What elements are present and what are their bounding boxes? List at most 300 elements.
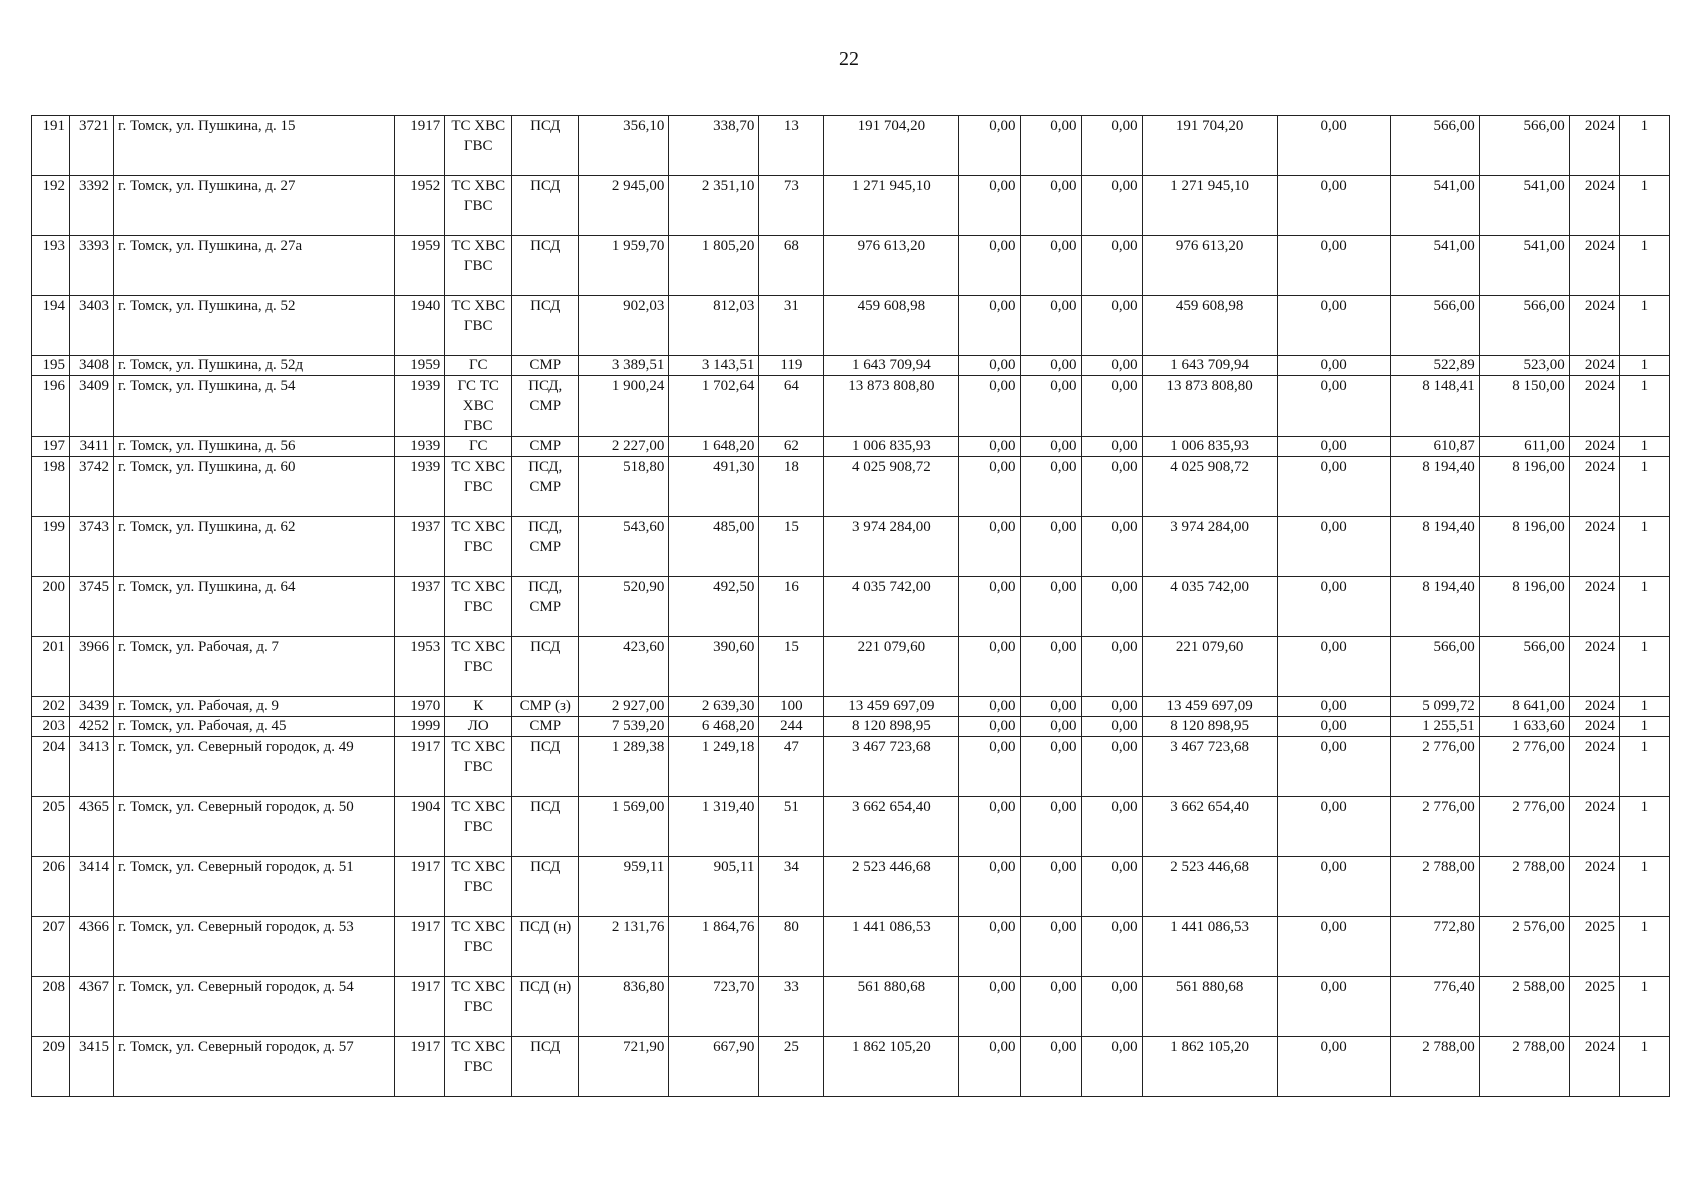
fund-cell: 0,00 [959,717,1020,737]
table-row [32,797,1670,857]
systems-cell: ТС ХВС ГВС [445,236,512,296]
build-year-cell: 1917 [395,917,445,977]
area-total-cell: 902,03 [579,296,669,356]
area-living-cell: 1 864,76 [669,917,759,977]
build-year-cell: 1917 [395,737,445,797]
owners-funds-cell: 191 704,20 [1142,116,1277,176]
other-funds-cell: 0,00 [1277,356,1390,376]
row-number-cell: 199 [32,517,70,577]
stage-cell: 1 [1619,717,1669,737]
fund-cell: 0,00 [959,236,1020,296]
other-funds-cell: 0,00 [1277,737,1390,797]
unit-cost-cell: 8 148,41 [1390,376,1479,437]
address-cell: г. Томск, ул. Рабочая, д. 9 [114,697,395,717]
table-row [32,977,1670,1037]
budget-region-cell: 0,00 [1020,296,1081,356]
house-code-cell: 3409 [70,376,114,437]
house-code-cell: 3439 [70,697,114,717]
work-type-cell: ПСД [512,857,579,917]
budget-region-cell: 0,00 [1020,717,1081,737]
work-type-cell: СМР [512,356,579,376]
table-row [32,376,1670,437]
build-year-cell: 1999 [395,717,445,737]
build-year-cell: 1917 [395,977,445,1037]
fund-cell: 0,00 [959,797,1020,857]
house-code-cell: 3742 [70,457,114,517]
address-cell: г. Томск, ул. Пушкина, д. 15 [114,116,395,176]
address-cell: г. Томск, ул. Пушкина, д. 27а [114,236,395,296]
plan-year-cell: 2024 [1569,857,1619,917]
work-type-cell: ПСД [512,296,579,356]
area-living-cell: 812,03 [669,296,759,356]
work-type-cell: ПСД, СМР [512,517,579,577]
residents-cell: 31 [759,296,824,356]
unit-cost-cell: 776,40 [1390,977,1479,1037]
owners-funds-cell: 1 862 105,20 [1142,1037,1277,1097]
table-row [32,717,1670,737]
area-living-cell: 1 249,18 [669,737,759,797]
unit-cost-cell: 566,00 [1390,116,1479,176]
budget-local-cell: 0,00 [1081,637,1142,697]
work-type-cell: ПСД (н) [512,977,579,1037]
other-funds-cell: 0,00 [1277,717,1390,737]
table-row [32,176,1670,236]
other-funds-cell: 0,00 [1277,977,1390,1037]
residents-cell: 64 [759,376,824,437]
budget-region-cell: 0,00 [1020,376,1081,437]
cost-total-cell: 3 467 723,68 [824,737,959,797]
budget-local-cell: 0,00 [1081,457,1142,517]
unit-limit-cell: 2 788,00 [1479,857,1569,917]
systems-cell: ТС ХВС ГВС [445,857,512,917]
plan-year-cell: 2024 [1569,176,1619,236]
area-total-cell: 721,90 [579,1037,669,1097]
systems-cell: ТС ХВС ГВС [445,296,512,356]
plan-year-cell: 2024 [1569,577,1619,637]
plan-year-cell: 2024 [1569,296,1619,356]
stage-cell: 1 [1619,697,1669,717]
residents-cell: 80 [759,917,824,977]
plan-year-cell: 2024 [1569,517,1619,577]
fund-cell: 0,00 [959,577,1020,637]
row-number-cell: 206 [32,857,70,917]
unit-limit-cell: 611,00 [1479,437,1569,457]
unit-limit-cell: 541,00 [1479,236,1569,296]
systems-cell: ТС ХВС ГВС [445,116,512,176]
house-code-cell: 3411 [70,437,114,457]
residents-cell: 15 [759,637,824,697]
work-type-cell: ПСД [512,176,579,236]
work-type-cell: ПСД, СМР [512,577,579,637]
row-number-cell: 197 [32,437,70,457]
stage-cell: 1 [1619,797,1669,857]
fund-cell: 0,00 [959,917,1020,977]
fund-cell: 0,00 [959,857,1020,917]
systems-cell: ТС ХВС ГВС [445,577,512,637]
fund-cell: 0,00 [959,356,1020,376]
house-code-cell: 4367 [70,977,114,1037]
budget-local-cell: 0,00 [1081,356,1142,376]
unit-limit-cell: 8 150,00 [1479,376,1569,437]
owners-funds-cell: 1 441 086,53 [1142,917,1277,977]
address-cell: г. Томск, ул. Северный городок, д. 54 [114,977,395,1037]
budget-region-cell: 0,00 [1020,637,1081,697]
stage-cell: 1 [1619,577,1669,637]
stage-cell: 1 [1619,917,1669,977]
area-total-cell: 959,11 [579,857,669,917]
owners-funds-cell: 13 873 808,80 [1142,376,1277,437]
house-code-cell: 3415 [70,1037,114,1097]
other-funds-cell: 0,00 [1277,517,1390,577]
unit-cost-cell: 8 194,40 [1390,517,1479,577]
area-total-cell: 520,90 [579,577,669,637]
address-cell: г. Томск, ул. Северный городок, д. 50 [114,797,395,857]
build-year-cell: 1970 [395,697,445,717]
owners-funds-cell: 1 643 709,94 [1142,356,1277,376]
budget-local-cell: 0,00 [1081,917,1142,977]
table-row [32,637,1670,697]
owners-funds-cell: 13 459 697,09 [1142,697,1277,717]
row-number-cell: 193 [32,236,70,296]
cost-total-cell: 1 271 945,10 [824,176,959,236]
work-type-cell: ПСД, СМР [512,457,579,517]
area-living-cell: 723,70 [669,977,759,1037]
unit-cost-cell: 772,80 [1390,917,1479,977]
row-number-cell: 207 [32,917,70,977]
stage-cell: 1 [1619,1037,1669,1097]
plan-year-cell: 2025 [1569,977,1619,1037]
owners-funds-cell: 8 120 898,95 [1142,717,1277,737]
budget-local-cell: 0,00 [1081,116,1142,176]
other-funds-cell: 0,00 [1277,457,1390,517]
cost-total-cell: 459 608,98 [824,296,959,356]
unit-limit-cell: 566,00 [1479,296,1569,356]
house-code-cell: 3393 [70,236,114,296]
other-funds-cell: 0,00 [1277,376,1390,437]
unit-cost-cell: 2 776,00 [1390,737,1479,797]
fund-cell: 0,00 [959,176,1020,236]
unit-cost-cell: 541,00 [1390,236,1479,296]
cost-total-cell: 13 873 808,80 [824,376,959,437]
table-row [32,437,1670,457]
systems-cell: ТС ХВС ГВС [445,797,512,857]
work-type-cell: ПСД [512,797,579,857]
address-cell: г. Томск, ул. Пушкина, д. 64 [114,577,395,637]
owners-funds-cell: 3 467 723,68 [1142,737,1277,797]
area-living-cell: 492,50 [669,577,759,637]
budget-region-cell: 0,00 [1020,977,1081,1037]
area-total-cell: 543,60 [579,517,669,577]
fund-cell: 0,00 [959,737,1020,797]
area-total-cell: 1 900,24 [579,376,669,437]
owners-funds-cell: 976 613,20 [1142,236,1277,296]
row-number-cell: 202 [32,697,70,717]
unit-limit-cell: 8 641,00 [1479,697,1569,717]
unit-cost-cell: 8 194,40 [1390,577,1479,637]
systems-cell: ТС ХВС ГВС [445,637,512,697]
table-row [32,116,1670,176]
table-row [32,857,1670,917]
row-number-cell: 200 [32,577,70,637]
unit-cost-cell: 610,87 [1390,437,1479,457]
area-living-cell: 6 468,20 [669,717,759,737]
unit-limit-cell: 523,00 [1479,356,1569,376]
budget-region-cell: 0,00 [1020,917,1081,977]
address-cell: г. Томск, ул. Пушкина, д. 56 [114,437,395,457]
other-funds-cell: 0,00 [1277,577,1390,637]
plan-year-cell: 2024 [1569,697,1619,717]
residents-cell: 25 [759,1037,824,1097]
cost-total-cell: 3 974 284,00 [824,517,959,577]
fund-cell: 0,00 [959,116,1020,176]
stage-cell: 1 [1619,517,1669,577]
budget-local-cell: 0,00 [1081,296,1142,356]
cost-total-cell: 8 120 898,95 [824,717,959,737]
systems-cell: ТС ХВС ГВС [445,517,512,577]
stage-cell: 1 [1619,737,1669,797]
stage-cell: 1 [1619,437,1669,457]
budget-local-cell: 0,00 [1081,517,1142,577]
row-number-cell: 192 [32,176,70,236]
work-type-cell: ПСД [512,637,579,697]
cost-total-cell: 2 523 446,68 [824,857,959,917]
cost-total-cell: 561 880,68 [824,977,959,1037]
table-row [32,457,1670,517]
cost-total-cell: 1 006 835,93 [824,437,959,457]
repair-program-table [31,115,1670,1097]
residents-cell: 47 [759,737,824,797]
budget-region-cell: 0,00 [1020,737,1081,797]
unit-cost-cell: 2 788,00 [1390,857,1479,917]
area-total-cell: 518,80 [579,457,669,517]
work-type-cell: ПСД [512,116,579,176]
stage-cell: 1 [1619,457,1669,517]
row-number-cell: 208 [32,977,70,1037]
build-year-cell: 1937 [395,577,445,637]
address-cell: г. Томск, ул. Рабочая, д. 45 [114,717,395,737]
stage-cell: 1 [1619,236,1669,296]
residents-cell: 16 [759,577,824,637]
table-row [32,917,1670,977]
budget-local-cell: 0,00 [1081,577,1142,637]
budget-region-cell: 0,00 [1020,797,1081,857]
unit-limit-cell: 2 788,00 [1479,1037,1569,1097]
cost-total-cell: 4 035 742,00 [824,577,959,637]
area-total-cell: 1 569,00 [579,797,669,857]
plan-year-cell: 2024 [1569,717,1619,737]
budget-local-cell: 0,00 [1081,857,1142,917]
table-row [32,356,1670,376]
residents-cell: 13 [759,116,824,176]
table-row [32,737,1670,797]
systems-cell: ЛО [445,717,512,737]
budget-region-cell: 0,00 [1020,176,1081,236]
address-cell: г. Томск, ул. Пушкина, д. 52 [114,296,395,356]
fund-cell: 0,00 [959,697,1020,717]
build-year-cell: 1939 [395,457,445,517]
other-funds-cell: 0,00 [1277,857,1390,917]
house-code-cell: 4366 [70,917,114,977]
address-cell: г. Томск, ул. Пушкина, д. 54 [114,376,395,437]
plan-year-cell: 2024 [1569,437,1619,457]
systems-cell: ГС ТС ХВС ГВС [445,376,512,437]
area-total-cell: 1 289,38 [579,737,669,797]
fund-cell: 0,00 [959,1037,1020,1097]
other-funds-cell: 0,00 [1277,236,1390,296]
other-funds-cell: 0,00 [1277,437,1390,457]
cost-total-cell: 191 704,20 [824,116,959,176]
stage-cell: 1 [1619,376,1669,437]
area-total-cell: 2 227,00 [579,437,669,457]
owners-funds-cell: 221 079,60 [1142,637,1277,697]
work-type-cell: ПСД [512,236,579,296]
budget-region-cell: 0,00 [1020,457,1081,517]
other-funds-cell: 0,00 [1277,296,1390,356]
unit-limit-cell: 2 576,00 [1479,917,1569,977]
owners-funds-cell: 459 608,98 [1142,296,1277,356]
cost-total-cell: 221 079,60 [824,637,959,697]
house-code-cell: 4365 [70,797,114,857]
cost-total-cell: 13 459 697,09 [824,697,959,717]
plan-year-cell: 2024 [1569,737,1619,797]
other-funds-cell: 0,00 [1277,1037,1390,1097]
budget-region-cell: 0,00 [1020,517,1081,577]
work-type-cell: ПСД [512,737,579,797]
residents-cell: 68 [759,236,824,296]
fund-cell: 0,00 [959,517,1020,577]
budget-region-cell: 0,00 [1020,116,1081,176]
plan-year-cell: 2025 [1569,917,1619,977]
budget-region-cell: 0,00 [1020,356,1081,376]
row-number-cell: 209 [32,1037,70,1097]
build-year-cell: 1937 [395,517,445,577]
plan-year-cell: 2024 [1569,356,1619,376]
area-living-cell: 485,00 [669,517,759,577]
table-body [32,116,1670,1097]
other-funds-cell: 0,00 [1277,797,1390,857]
house-code-cell: 3743 [70,517,114,577]
table-row [32,577,1670,637]
budget-local-cell: 0,00 [1081,697,1142,717]
unit-cost-cell: 5 099,72 [1390,697,1479,717]
fund-cell: 0,00 [959,437,1020,457]
table-row [32,697,1670,717]
fund-cell: 0,00 [959,637,1020,697]
area-total-cell: 3 389,51 [579,356,669,376]
house-code-cell: 3403 [70,296,114,356]
budget-region-cell: 0,00 [1020,1037,1081,1097]
unit-cost-cell: 522,89 [1390,356,1479,376]
area-total-cell: 2 945,00 [579,176,669,236]
residents-cell: 18 [759,457,824,517]
build-year-cell: 1917 [395,857,445,917]
house-code-cell: 3966 [70,637,114,697]
unit-limit-cell: 8 196,00 [1479,577,1569,637]
work-type-cell: ПСД (н) [512,917,579,977]
area-total-cell: 356,10 [579,116,669,176]
fund-cell: 0,00 [959,376,1020,437]
cost-total-cell: 1 862 105,20 [824,1037,959,1097]
area-total-cell: 2 927,00 [579,697,669,717]
area-living-cell: 1 702,64 [669,376,759,437]
systems-cell: ТС ХВС ГВС [445,737,512,797]
area-living-cell: 2 351,10 [669,176,759,236]
address-cell: г. Томск, ул. Пушкина, д. 62 [114,517,395,577]
other-funds-cell: 0,00 [1277,917,1390,977]
unit-limit-cell: 2 776,00 [1479,737,1569,797]
unit-limit-cell: 2 588,00 [1479,977,1569,1037]
stage-cell: 1 [1619,116,1669,176]
plan-year-cell: 2024 [1569,1037,1619,1097]
plan-year-cell: 2024 [1569,457,1619,517]
stage-cell: 1 [1619,637,1669,697]
area-total-cell: 1 959,70 [579,236,669,296]
residents-cell: 119 [759,356,824,376]
owners-funds-cell: 3 974 284,00 [1142,517,1277,577]
row-number-cell: 198 [32,457,70,517]
area-living-cell: 338,70 [669,116,759,176]
address-cell: г. Томск, ул. Пушкина, д. 27 [114,176,395,236]
row-number-cell: 194 [32,296,70,356]
house-code-cell: 3721 [70,116,114,176]
table-row [32,517,1670,577]
residents-cell: 15 [759,517,824,577]
address-cell: г. Томск, ул. Рабочая, д. 7 [114,637,395,697]
work-type-cell: СМР (з) [512,697,579,717]
stage-cell: 1 [1619,296,1669,356]
house-code-cell: 3413 [70,737,114,797]
build-year-cell: 1917 [395,116,445,176]
build-year-cell: 1939 [395,376,445,437]
systems-cell: ТС ХВС ГВС [445,977,512,1037]
row-number-cell: 204 [32,737,70,797]
residents-cell: 33 [759,977,824,1037]
budget-region-cell: 0,00 [1020,437,1081,457]
residents-cell: 34 [759,857,824,917]
budget-region-cell: 0,00 [1020,236,1081,296]
stage-cell: 1 [1619,176,1669,236]
residents-cell: 51 [759,797,824,857]
area-total-cell: 7 539,20 [579,717,669,737]
work-type-cell: ПСД, СМР [512,376,579,437]
budget-region-cell: 0,00 [1020,697,1081,717]
unit-limit-cell: 566,00 [1479,637,1569,697]
work-type-cell: СМР [512,717,579,737]
unit-cost-cell: 2 788,00 [1390,1037,1479,1097]
address-cell: г. Томск, ул. Северный городок, д. 53 [114,917,395,977]
area-living-cell: 491,30 [669,457,759,517]
area-living-cell: 1 319,40 [669,797,759,857]
area-living-cell: 1 648,20 [669,437,759,457]
systems-cell: ТС ХВС ГВС [445,917,512,977]
cost-total-cell: 4 025 908,72 [824,457,959,517]
owners-funds-cell: 1 271 945,10 [1142,176,1277,236]
owners-funds-cell: 4 025 908,72 [1142,457,1277,517]
table-row [32,236,1670,296]
row-number-cell: 191 [32,116,70,176]
address-cell: г. Томск, ул. Северный городок, д. 51 [114,857,395,917]
plan-year-cell: 2024 [1569,116,1619,176]
budget-region-cell: 0,00 [1020,857,1081,917]
address-cell: г. Томск, ул. Пушкина, д. 60 [114,457,395,517]
area-living-cell: 2 639,30 [669,697,759,717]
build-year-cell: 1940 [395,296,445,356]
unit-cost-cell: 2 776,00 [1390,797,1479,857]
area-living-cell: 390,60 [669,637,759,697]
other-funds-cell: 0,00 [1277,176,1390,236]
budget-local-cell: 0,00 [1081,797,1142,857]
stage-cell: 1 [1619,857,1669,917]
